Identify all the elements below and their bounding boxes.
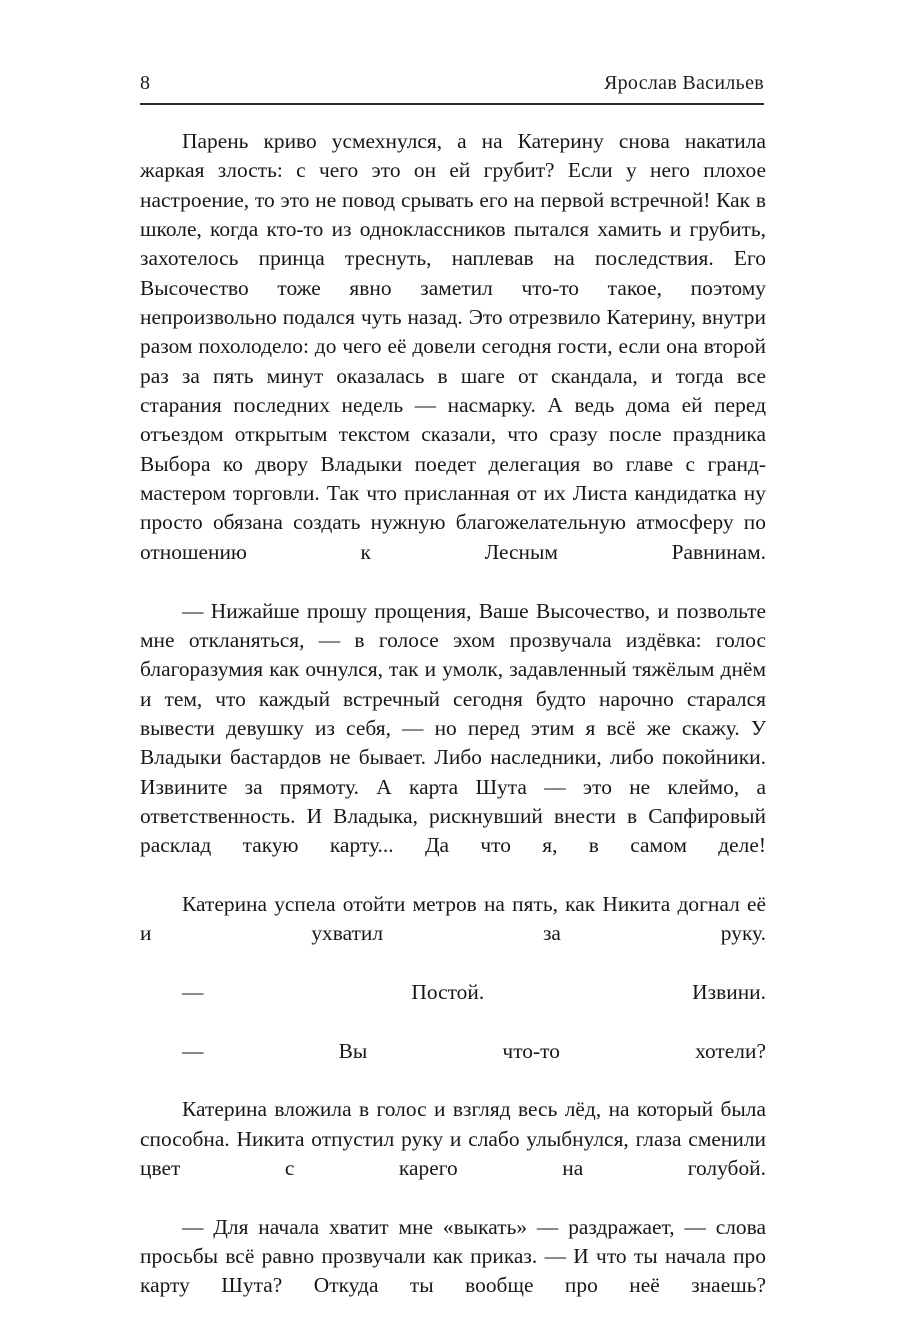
paragraph: Катерина вложила в голос и взгляд весь лёд, на который была способна. Никита отпустил руку и слабо улыбнулся, глаза сменили цвет с карего на голубой. [140, 1097, 766, 1181]
paragraph: — Нижайше прошу прощения, Ваше Высочество, и позвольте мне откланяться, — в голосе эхом прозвучала издёвка: голос благоразумия как очнулся, так и умолк, задавленный тяжёлым днём и тем, что каждый встречный сегодня будто нарочно старался вывести девушку из себя, — но перед этим я всё же скажу. У Владыки бастардов не бывает. Либо наследники, либо покойники. Извините за прямоту. А карта Шута — это не клеймо, а ответственность. И Владыка, рискнувший внести в Сапфировый расклад такую карту... Да что я, в самом деле! [140, 598, 766, 858]
paragraph: Катерина успела отойти метров на пять, как Никита догнал её и ухватил за руку. [140, 891, 766, 946]
page-number: 8 [140, 72, 151, 94]
paragraph: — Вы что-то хотели? [182, 1038, 766, 1063]
paragraph: — Для начала хватит мне «выкать» — раздражает, — слова просьбы всё равно прозвучали как приказ. — И что ты начала про карту Шута? Откуда ты вообще про неё знаешь? [140, 1214, 766, 1298]
paragraph: Парень криво усмехнулся, а на Катерину снова накатила жаркая злость: с чего это он ей грубит? Если у него плохое настроение, то это не повод срывать его на первой встречной! Как в школе, когда кто-то из одноклассников пытался хамить и грубить, захотелось принца треснуть, наплевав на последствия. Его Высочество тоже явно заметил что-то такое, поэтому непроизвольно подался чуть назад. Это отрезвило Катерину, внутри разом похолодело: до чего её довели сегодня гости, если она второй раз за пять минут оказалась в шаге от скандала, и тогда все старания последних недель — насмарку. А ведь дома ей перед отъездом открытым текстом сказали, что сразу после праздника Выбора ко двору Владыки поедет делегация во главе с гранд-мастером торговли. Так что присланная от их Листа кандидатка ну просто обязана создать нужную благожелательную атмосферу по отношению к Лесным Равнинам. [140, 129, 766, 564]
running-head-rule [140, 103, 764, 105]
paragraph: — Постой. Извини. [182, 979, 766, 1004]
running-head [140, 72, 764, 95]
running-head-author: Ярослав Васильев [603, 72, 764, 94]
body-text [140, 127, 766, 1330]
